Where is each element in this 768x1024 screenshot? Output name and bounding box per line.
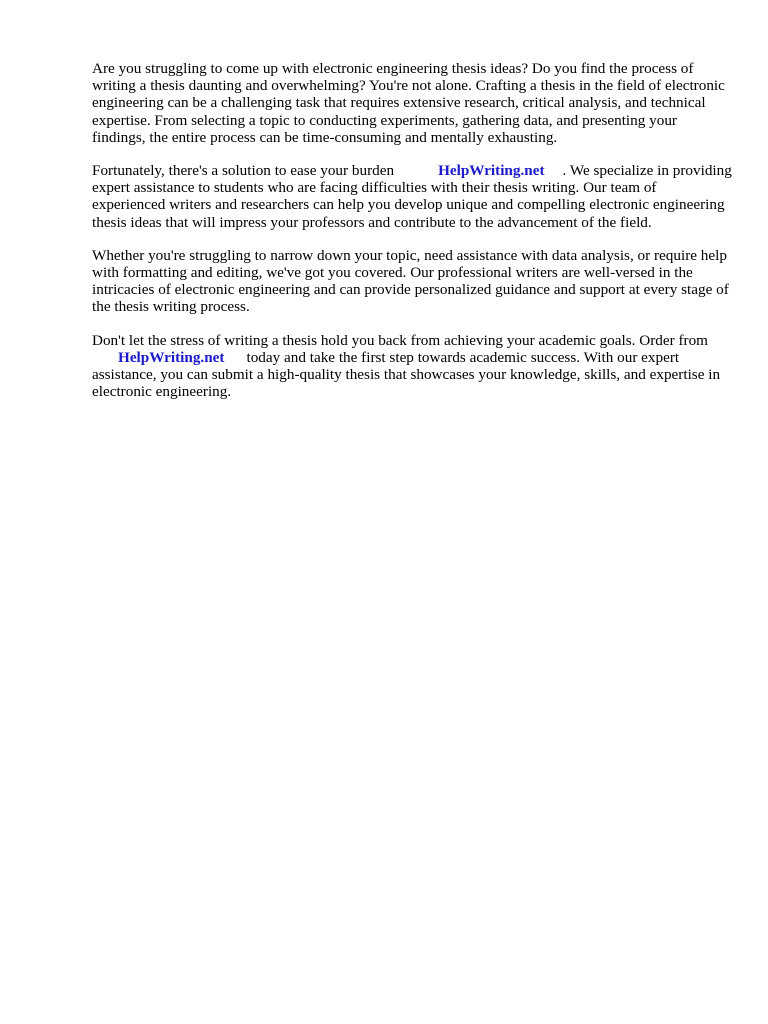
paragraph-cta-text-before: Don't let the stress of writing a thesis hold you back from achieving your academic goals. Order from [92, 331, 708, 349]
document-page [92, 60, 732, 416]
paragraph-cta-text-after: today and take the first step towards academic success. With our expert assistance, you can submit a high-quality thesis that showcases your knowledge, skills, and expertise in electronic engineering. [92, 348, 721, 401]
helpwriting-link-order[interactable]: HelpWriting.net [118, 348, 225, 366]
paragraph-solution-text-after: . We specialize in providing expert assistance to students who are facing difficulties with their thesis writing. Our team of experienced writers and researchers can help you develop unique and compelling electronic engineering thesis ideas that will impress your professors and contribute to the advancement of the field. [92, 162, 732, 231]
paragraph-solution [92, 162, 732, 231]
helpwriting-link[interactable]: HelpWriting.net [438, 162, 545, 180]
paragraph-intro: Are you struggling to come up with electronic engineering thesis ideas? Do you find the process of writing a thesis daunting and overwhelming? You're not alone. Crafting a thesis in the field of electronic engineering can be a challenging task that requires extensive research, critical analysis, and technical expertise. From selecting a topic to conducting experiments, gathering data, and presenting your findings, the entire process can be time-consuming and mentally exhausting. [92, 60, 725, 146]
paragraph-solution-text-before: Fortunately, there's a solution to ease your burden [92, 162, 395, 180]
paragraph-services: Whether you're struggling to narrow down your topic, need assistance with data analysis, or require help with formatting and editing, we've got you covered. Our professional writers are well-versed in the intricacies of electronic engineering and can provide personalized guidance and support at every stage of the thesis writing process. [92, 246, 729, 316]
paragraph-call-to-action [92, 332, 732, 401]
